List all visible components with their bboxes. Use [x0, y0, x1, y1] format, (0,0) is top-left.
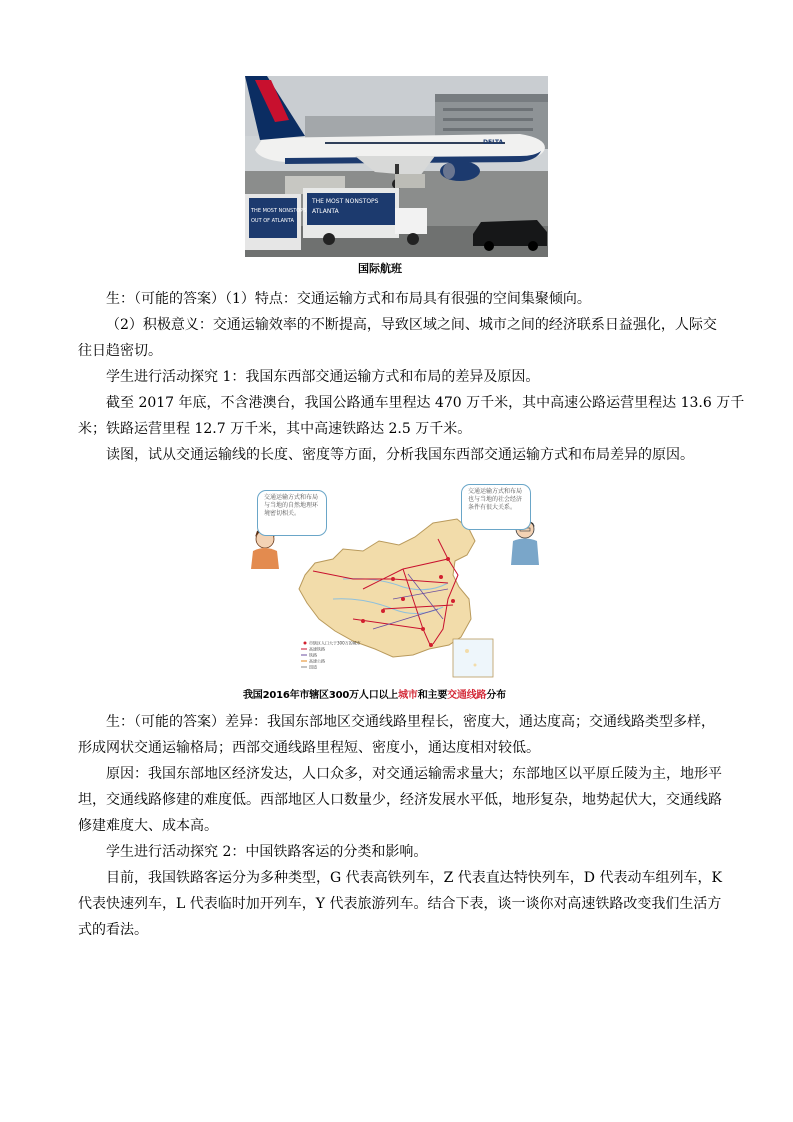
paragraph-line: 式的看法。 [78, 922, 148, 938]
legend-city: 市辖区人口大于300万的城市 [309, 640, 361, 646]
paragraph-line: 坦，交通线路修建的难度低。西部地区人口数量少，经济发展水平低，地形复杂，地势起伏大，交通线路 [78, 792, 722, 808]
paragraph-line: 米；铁路运营里程 12.7 万千米，其中高速铁路达 2.5 万千米。 [78, 421, 472, 437]
paragraph-line: （2）积极意义：交通运输效率的不断提高，导致区域之间、城市之间的经济联系日益强化，人际交 [106, 317, 717, 333]
paragraph-line: 形成网状交通运输格局；西部交通线路里程短、密度小，通达度相对较低。 [78, 740, 540, 756]
legend-expressway: 高速公路 [309, 658, 325, 664]
paragraph-line: 修建难度大、成本高。 [78, 818, 218, 834]
truck2-sign-top: THE MOST NONSTOPS [251, 208, 307, 214]
map-caption-part: 我国2016年市辖区300万人口以上 [243, 690, 399, 701]
train-types-paragraph [78, 865, 722, 943]
map-reading-task [78, 442, 716, 468]
map-caption-highlight-lines: 交通线路 [447, 690, 487, 701]
paragraph-line: 生：（可能的答案）差异：我国东部地区交通线路里程长，密度大，通达度高；交通线路类型多样， [106, 714, 715, 730]
photo-caption: 国际航班 [358, 262, 402, 275]
paragraph-line: 截至 2017 年底，不含港澳台，我国公路通车里程达 470 万千米，其中高速公路运营里程达 13.6 万千 [106, 395, 745, 411]
answer-reasons [78, 761, 722, 839]
paragraph-line: 目前，我国铁路客运分为多种类型，G 代表高铁列车，Z 代表直达特快列车，D 代表动车组列车，K [106, 870, 722, 886]
paragraph-line: 读图，试从交通运输线的长度、密度等方面，分析我国东西部交通运输方式和布局差异的原因。 [106, 447, 694, 463]
legend-national-road: 国道 [309, 664, 317, 670]
paragraph-line: 学生进行活动探究 1：我国东西部交通运输方式和布局的差异及原因。 [106, 369, 540, 385]
china-transport-map-figure [243, 479, 548, 682]
activity-2-title [78, 839, 716, 865]
plane-logo-text: DELTA [483, 139, 504, 146]
left-speech-bubble: 交通运输方式和布局与当地的自然地理环境密切相关。 [257, 490, 327, 536]
airplane-photo [245, 76, 548, 257]
activity-1-title [78, 364, 716, 390]
statistics-paragraph [78, 390, 745, 442]
truck-sign-top: THE MOST NONSTOPS [312, 198, 379, 205]
legend-high-speed-rail: 高速铁路 [309, 646, 325, 652]
truck2-sign-bottom: OUT OF ATLANTA [251, 218, 294, 224]
legend-railway: 铁路 [309, 652, 317, 658]
paragraph-line: 往日趋密切。 [78, 343, 162, 359]
paragraph-line: 原因：我国东部地区经济发达，人口众多，对交通运输需求量大；东部地区以平原丘陵为主，地形平 [106, 766, 722, 782]
paragraph-line: 学生进行活动探究 2：中国铁路客运的分类和影响。 [106, 844, 428, 860]
paragraph-line: 代表快速列车，L 代表临时加开列车，Y 代表旅游列车。结合下表，谈一谈你对高速铁路改变我们生活方 [78, 896, 722, 912]
answer-differences [78, 709, 716, 761]
map-caption-part: 分布 [486, 690, 506, 701]
right-speech-bubble: 交通运输方式和布局也与当地的社会经济条件有很大关系。 [461, 484, 531, 530]
airplane-photo-illustration [245, 76, 548, 257]
map-caption-highlight-cities: 城市 [398, 690, 418, 701]
map-caption-part: 和主要 [417, 690, 448, 701]
truck-sign-bottom: ATLANTA [312, 208, 339, 215]
answer-significance [78, 312, 716, 364]
answer-features [78, 286, 716, 312]
map-caption [243, 686, 553, 701]
paragraph-line: 生：（可能的答案）（1）特点：交通运输方式和布局具有很强的空间集聚倾向。 [106, 291, 591, 307]
